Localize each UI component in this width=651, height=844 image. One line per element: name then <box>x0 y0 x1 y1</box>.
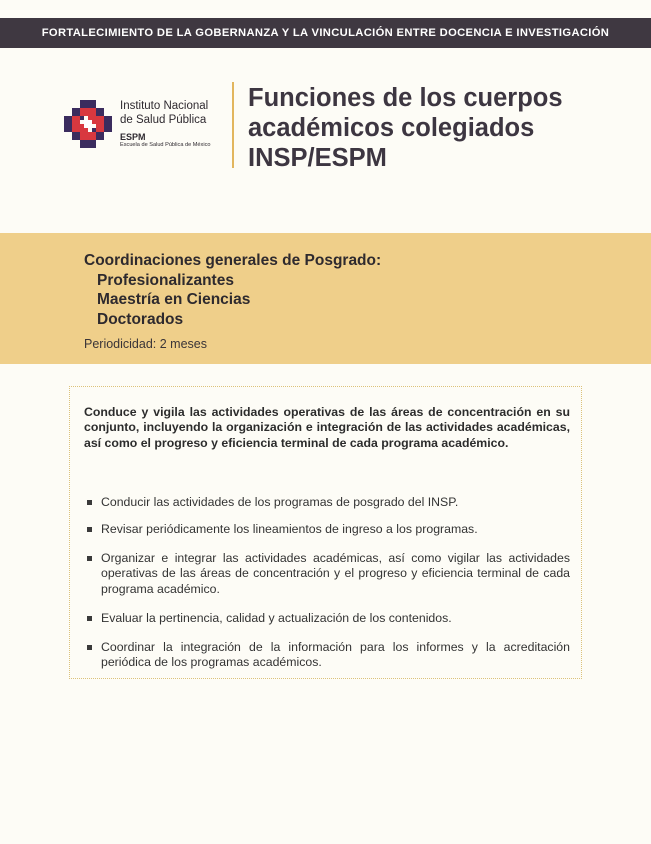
bullet-square-icon <box>87 645 92 650</box>
top-banner-text: FORTALECIMIENTO DE LA GOBERNANZA Y LA VINCULACIÓN ENTRE DOCENCIA E INVESTIGACIÓN <box>41 27 610 39</box>
list-item <box>84 640 570 671</box>
list-item-text: Revisar periódicamente los lineamientos de ingreso a los programas. <box>101 522 478 536</box>
logo-text <box>120 99 240 149</box>
top-banner <box>0 18 651 48</box>
band-item-maestria: Maestría en Ciencias <box>97 291 251 308</box>
band-item-profesionalizantes: Profesionalizantes <box>97 272 234 289</box>
box-lead-text: Conduce y vigila las actividades operativas de las áreas de concentración en su conjunto, incluyendo la organización e integración de las actividades académicas, así como el progreso y eficiencia terminal de cada programa académico. <box>84 405 570 450</box>
insp-logo-icon <box>60 96 116 152</box>
band-period: Periodicidad: 2 meses <box>84 337 207 351</box>
logo-espm-full: Escuela de Salud Pública de México <box>120 142 211 148</box>
list-item-text: Organizar e integrar las actividades académicas, así como vigilar las actividades operativas de las áreas de concentración y el progreso y eficiencia terminal de cada programa académico. <box>101 551 570 596</box>
band-item-doctorados: Doctorados <box>97 311 184 328</box>
title-line-1: Funciones de los cuerpos <box>248 84 563 112</box>
logo-line-2: de Salud Pública <box>120 114 207 126</box>
bullet-square-icon <box>87 556 92 561</box>
logo-espm: ESPM <box>120 132 146 142</box>
list-item <box>84 522 570 537</box>
logo-line-1: Instituto Nacional <box>120 100 209 112</box>
bullet-square-icon <box>87 500 92 505</box>
bullet-square-icon <box>87 527 92 532</box>
title-divider <box>232 82 234 168</box>
title-line-2: académicos colegiados <box>248 114 535 142</box>
insp-logo <box>60 96 230 156</box>
list-item <box>84 551 570 597</box>
title-line-3: INSP/ESPM <box>248 144 387 172</box>
list-item-text: Evaluar la pertinencia, calidad y actualización de los contenidos. <box>101 611 452 625</box>
list-item <box>84 611 570 626</box>
page-title <box>248 83 628 173</box>
band-heading: Coordinaciones generales de Posgrado: <box>84 252 382 269</box>
bullet-square-icon <box>87 616 92 621</box>
list-item-text: Coordinar la integración de la información para los informes y la acreditación periódica de los programas académicos. <box>101 640 570 670</box>
list-item-text: Conducir las actividades de los programas de posgrado del INSP. <box>101 495 459 509</box>
list-item <box>84 495 570 510</box>
